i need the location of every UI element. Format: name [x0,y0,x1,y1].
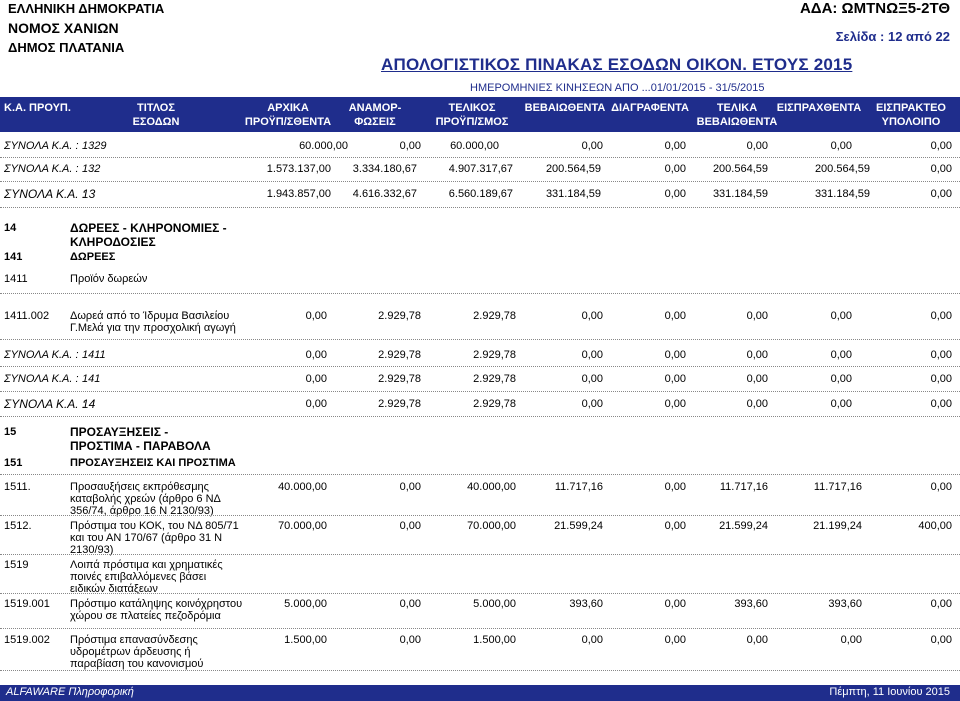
row-code: 1519 [4,559,29,571]
row-code: 1512. [4,520,32,532]
prefecture-label: ΝΟΜΟΣ ΧΑΝΙΩΝ [8,20,119,36]
item-code: 1411 [4,273,28,285]
row-15-val: 0,00 [840,634,862,646]
row-15-val: 40.000,00 [278,481,327,493]
row-desc: Προσαυξήσεις εκπρόθεσμης [70,481,209,493]
row-15-val: 70.000,00 [467,520,516,532]
total-mid-val: 2.929,78 [378,349,421,361]
row-desc: 2130/93) [70,544,114,556]
col-header-final-budget: ΤΕΛΙΚΟΣ ΠΡΟΫΠ/ΣΜΟΣ [435,102,509,128]
total-mid-val: 0,00 [664,398,686,410]
total-code: 13 [82,187,96,201]
row-separator [0,293,960,294]
row-1411002-val: 0,00 [664,310,686,322]
total-top-val: 0,00 [664,188,686,200]
row-1411002-val: 2.929,78 [378,310,421,322]
row-separator [0,628,960,629]
page-number: Σελίδα : 12 από 22 [835,29,950,44]
row-15-val: 40.000,00 [467,481,516,493]
row-desc: χώρου σε πλατείες πεζοδρόμια [70,610,221,622]
subsection-title: ΔΩΡΕΕΣ [70,251,116,263]
col-header-adjustments: ΑΝΑΜΟΡ- ΦΩΣΕΙΣ [348,102,402,128]
row-separator [0,391,960,392]
total-code: 1411 [82,349,106,361]
row-15-val: 5.000,00 [473,598,516,610]
footer-vendor: ALFAWARE Πληροφορική [6,686,134,698]
row-15-val: 0,00 [399,634,421,646]
section-code: 15 [4,426,17,438]
section-title: ΔΩΡΕΕΣ - ΚΛΗΡΟΝΟΜΙΕΣ - [70,221,227,235]
total-top-val: 0,00 [664,140,686,152]
row-code: 1411.002 [4,310,50,322]
row-15-val: 393,60 [569,598,603,610]
total-mid-val: 2.929,78 [473,349,516,361]
row-separator [0,474,960,475]
row-15-val: 0,00 [664,520,686,532]
total-label: ΣΥΝΟΛΑ Κ.Α. : [4,187,86,201]
section-code: 14 [4,222,17,234]
date-range: ΗΜΕΡΟΜΗΝΙΕΣ ΚΙΝΗΣΕΩΝ ΑΠΟ ...01/01/2015 - 31/5/2015 [470,82,765,94]
col-header-collected: ΕΙΣΠΡΑΧΘΕΝΤΑ [776,102,862,114]
row-15-val: 5.000,00 [284,598,327,610]
total-code: 132 [82,163,101,175]
column-header-bar [0,97,960,132]
col-header-receivable: ΕΙΣΠΡΑΚΤΕΟ ΥΠΟΛΟΙΠΟ [876,102,946,128]
total-mid-val: 0,00 [664,349,686,361]
total-top-val: 4.907.317,67 [448,163,513,175]
col-header-final-certified: ΤΕΛΙΚΑ ΒΕΒΑΙΩΘΕΝΤΑ [696,102,778,128]
total-mid-val: 2.929,78 [473,373,516,385]
total-top-val: 1.943.857,00 [266,188,331,200]
total-top-val: 331.184,59 [814,188,870,200]
row-15-val: 400,00 [918,520,952,532]
total-top-val: 200.564,59 [814,163,870,175]
total-mid-val: 0,00 [305,373,327,385]
row-desc: ποινές επιβαλλόμενες βάσει [70,571,207,583]
row-15-val: 0,00 [664,634,686,646]
row-15-val: 70.000,00 [278,520,327,532]
total-mid-val: 0,00 [830,349,852,361]
row-separator [0,181,960,182]
total-top-val: 60.000,00 [450,140,499,152]
row-separator [0,670,960,671]
row-1411002-val: 0,00 [581,310,603,322]
row-desc: υδρομέτρων άρδευσης ή [70,646,191,658]
total-top-val: 331.184,59 [712,188,768,200]
total-mid-val: 0,00 [581,373,603,385]
row-desc: Γ.Μελά για την προσχολική αγωγή [70,322,236,334]
row-1411002-val: 0,00 [305,310,327,322]
total-top-val: 200.564,59 [545,163,601,175]
total-top-val: 6.560.189,67 [448,188,513,200]
col-header-deleted: ΔΙΑΓΡΑΦΕΝΤΑ [611,102,689,114]
row-desc: και του ΑΝ 170/67 (άρθρο 31 Ν [70,532,223,544]
row-15-val: 0,00 [930,598,952,610]
total-code: 1329 [82,140,107,152]
total-top-val: 0,00 [746,140,768,152]
total-mid-val: 0,00 [305,398,327,410]
total-label: ΣΥΝΟΛΑ Κ.Α. : [4,140,79,152]
row-15-val: 0,00 [399,481,421,493]
total-mid-val: 0,00 [664,373,686,385]
total-top-val: 0,00 [581,140,603,152]
total-mid-val: 0,00 [746,349,768,361]
row-desc: Πρόστιμο κατάληψης κοινόχρηστου [70,598,243,610]
row-desc: Πρόστιμα επανασύνδεσης [70,634,198,646]
row-15-val: 0,00 [930,634,952,646]
col-header-initial: ΑΡΧΙΚΑ ΠΡΟΫΠ/ΣΘΕΝΤΑ [244,102,332,128]
total-mid-val: 0,00 [830,398,852,410]
total-top-val: 0,00 [930,188,952,200]
row-code: 1511. [4,481,31,493]
row-15-val: 0,00 [930,481,952,493]
footer-bar [0,685,960,701]
total-label: ΣΥΝΟΛΑ Κ.Α. : [4,349,79,361]
row-1411002-val: 0,00 [830,310,852,322]
total-top-val: 60.000,00 [299,140,348,152]
total-mid-val: 0,00 [581,349,603,361]
row-15-val: 11.717,16 [813,481,862,493]
total-mid-val: 0,00 [930,398,952,410]
total-top-val: 3.334.180,67 [352,163,417,175]
row-separator [0,339,960,340]
row-separator [0,207,960,208]
row-separator [0,157,960,158]
total-top-val: 0,00 [930,163,952,175]
subsection-title: ΠΡΟΣΑΥΞΗΣΕΙΣ ΚΑΙ ΠΡΟΣΤΙΜΑ [70,457,236,469]
total-code: 141 [82,373,101,385]
row-15-val: 0,00 [664,598,686,610]
row-code: 1519.001 [4,598,50,610]
row-15-val: 0,00 [746,634,768,646]
total-top-val: 331.184,59 [545,188,601,200]
municipality-label: ΔΗΜΟΣ ΠΛΑΤΑΝΙΑ [8,40,125,55]
row-15-val: 1.500,00 [284,634,327,646]
total-label: ΣΥΝΟΛΑ Κ.Α. : [4,163,79,175]
col-header-title: ΤΙΤΛΟΣ ΕΣΟΔΩΝ [132,102,180,128]
row-15-val: 393,60 [734,598,768,610]
col-header-ka: Κ.Α. ΠΡΟΥΠ. [4,102,71,114]
total-top-val: 200.564,59 [712,163,768,175]
row-separator [0,593,960,594]
row-desc: Δωρεά από το Ίδρυμα Βασιλείου [70,310,230,322]
row-15-val: 0,00 [581,634,603,646]
total-top-val: 0,00 [930,140,952,152]
row-15-val: 393,60 [828,598,862,610]
row-15-val: 11.717,16 [719,481,768,493]
section-title: ΚΛΗΡΟΔΟΣΙΕΣ [70,235,156,249]
total-label: ΣΥΝΟΛΑ Κ.Α. : [4,373,79,385]
row-desc: Λοιπά πρόστιμα και χρηματικές [70,559,223,571]
row-15-val: 11.717,16 [554,481,603,493]
row-15-val: 21.199,24 [813,520,862,532]
row-separator [0,554,960,555]
subsection-code: 151 [4,457,23,469]
row-separator [0,416,960,417]
total-mid-val: 0,00 [746,373,768,385]
total-mid-val: 0,00 [930,373,952,385]
total-label: ΣΥΝΟΛΑ Κ.Α. : [4,397,86,411]
row-desc: παραβίαση του κανονισμού [70,658,204,670]
total-mid-val: 2.929,78 [378,373,421,385]
row-1411002-val: 0,00 [930,310,952,322]
row-desc: 356/74, άρθρο 16 Ν 2130/93) [70,505,214,517]
total-mid-val: 0,00 [746,398,768,410]
republic-label: ΕΛΛΗΝΙΚΗ ΔΗΜΟΚΡΑΤΙΑ [8,1,165,16]
report-title: ΑΠΟΛΟΓΙΣΤΙΚΟΣ ΠΙΝΑΚΑΣ ΕΣΟΔΩΝ ΟΙΚΟΝ. ΕΤΟΥΣ 2015 [381,55,853,74]
col-header-certified: ΒΕΒΑΙΩΘΕΝΤΑ [524,102,606,114]
item-title: Προϊόν δωρεών [70,273,148,285]
row-15-val: 0,00 [664,481,686,493]
total-mid-val: 0,00 [581,398,603,410]
ada-code: ΑΔΑ: ΩΜΤΝΩΞ5-2ΤΘ [799,0,950,17]
row-separator [0,366,960,367]
row-code: 1519.002 [4,634,50,646]
row-15-val: 0,00 [399,520,421,532]
total-top-val: 0,00 [399,140,421,152]
row-15-val: 1.500,00 [473,634,516,646]
total-code: 14 [82,397,96,411]
row-desc: ειδικών διατάξεων [70,583,158,595]
total-mid-val: 2.929,78 [378,398,421,410]
row-separator [0,515,960,516]
total-mid-val: 0,00 [930,349,952,361]
row-15-val: 0,00 [399,598,421,610]
section-title: ΠΡΟΣΑΥΞΗΣΕΙΣ - [70,425,169,439]
row-desc: Πρόστιμα του ΚΟΚ, του ΝΔ 805/71 [70,520,239,532]
footer-date: Πέμπτη, 11 Ιουνίου 2015 [829,686,950,698]
subsection-code: 141 [4,251,23,263]
total-mid-val: 0,00 [305,349,327,361]
total-top-val: 4.616.332,67 [352,188,417,200]
total-top-val: 0,00 [830,140,852,152]
total-top-val: 0,00 [664,163,686,175]
section-title: ΠΡΟΣΤΙΜΑ - ΠΑΡΑΒΟΛΑ [70,439,211,453]
total-mid-val: 2.929,78 [473,398,516,410]
row-desc: καταβολής χρεών (άρθρο 6 ΝΔ [70,493,221,505]
row-15-val: 21.599,24 [554,520,603,532]
total-top-val: 1.573.137,00 [266,163,331,175]
total-mid-val: 0,00 [830,373,852,385]
row-1411002-val: 0,00 [746,310,768,322]
row-1411002-val: 2.929,78 [473,310,516,322]
row-15-val: 21.599,24 [719,520,768,532]
